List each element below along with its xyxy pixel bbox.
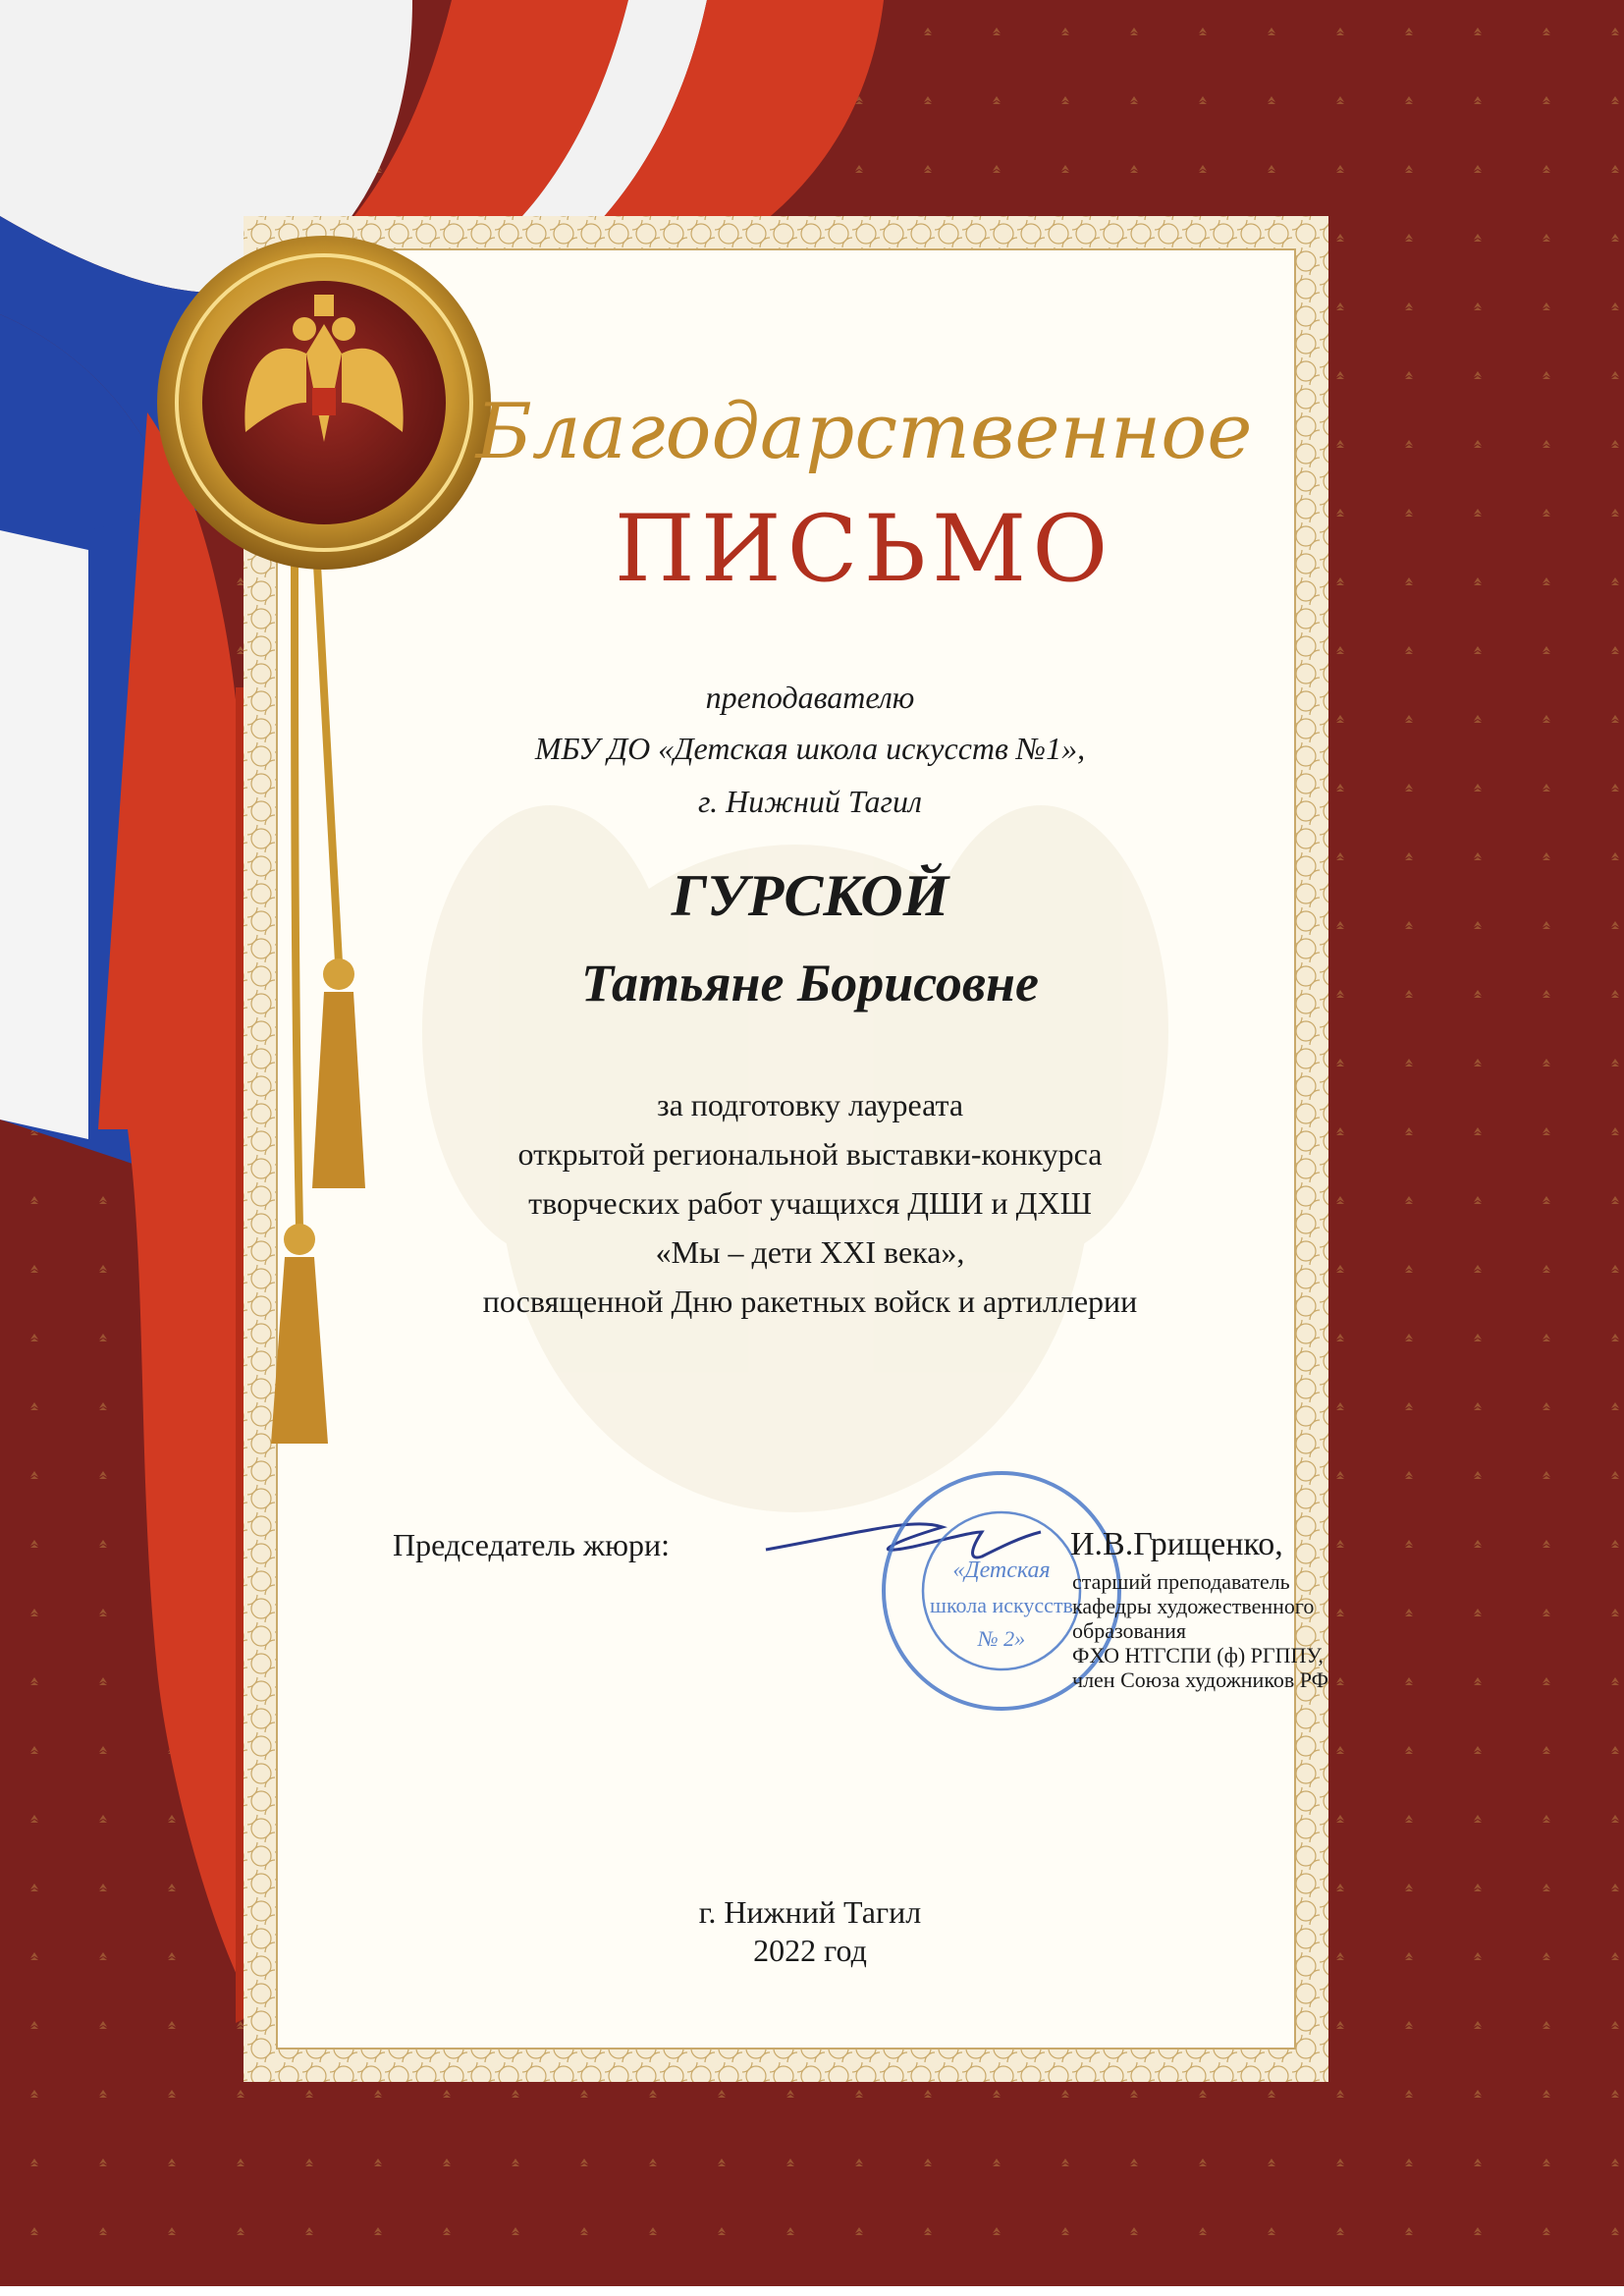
reason-line-4: «Мы – дети XXI века», [655,1234,965,1270]
stamp-text-line-3: № 2» [977,1626,1026,1651]
stamp-text-line-2: школа искусств [930,1593,1073,1617]
reason-line-1: за подготовку лауреата [656,1087,964,1122]
signatory-detail-4: ФХО НТГСПИ (ф) РГППУ, [1072,1643,1324,1667]
signatory-detail-5: член Союза художников РФ [1072,1667,1329,1692]
signatory-detail-2: кафедры художественного [1072,1594,1315,1618]
recipient-role-line-2: МБУ ДО «Детская школа искусств №1», [534,731,1086,766]
recipient-role-line-1: преподавателю [705,680,915,715]
stamp-text-line-1: «Детская [952,1558,1051,1583]
footer-city: г. Нижний Тагил [698,1894,922,1930]
reason-line-5: посвященной Дню ракетных войск и артиллерии [482,1284,1138,1319]
recipient-surname: ГУРСКОЙ [671,863,949,928]
signatory-name: И.В.Грищенко, [1070,1526,1283,1562]
header-script: Благодарственное [475,388,1253,476]
reason-line-2: открытой региональной выставки-конкурса [517,1136,1103,1172]
recipient-first-names: Татьяне Борисовне [580,954,1039,1012]
header-title: ПИСЬМО [614,496,1114,603]
signatory-detail-1: старший преподаватель [1072,1569,1290,1594]
signatory-detail-3: образования [1072,1618,1187,1643]
signature-label: Председатель жюри: [393,1527,670,1562]
recipient-role-line-3: г. Нижний Тагил [698,784,922,819]
footer-year: 2022 год [753,1933,867,1968]
reason-line-3: творческих работ учащихся ДШИ и ДХШ [528,1185,1092,1221]
